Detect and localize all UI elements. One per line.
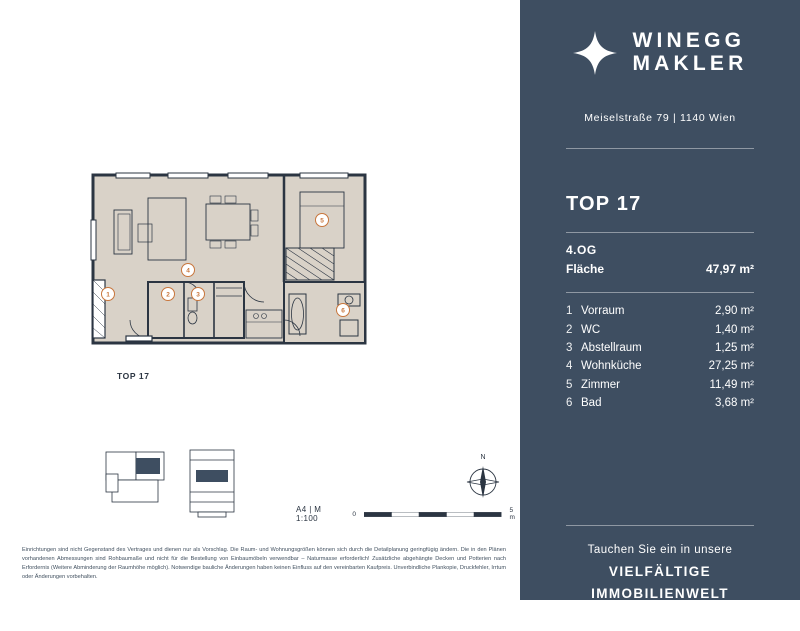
room-name: Vorraum <box>581 305 625 318</box>
room-list <box>566 302 754 412</box>
room-number: 1 <box>566 305 573 318</box>
tagline-big-1: VIELFÄLTIGE <box>608 563 712 579</box>
svg-text:6: 6 <box>341 307 345 315</box>
plan-caption: TOP 17 <box>117 371 150 381</box>
scale-bar-group <box>296 505 520 523</box>
list-item <box>566 302 754 320</box>
room-number: 5 <box>566 378 573 391</box>
tagline-big-2: IMMOBILIENWELT <box>591 586 729 602</box>
scale-start-label: 0 <box>352 510 357 518</box>
tagline-block <box>520 541 800 631</box>
room-number: 2 <box>566 323 573 336</box>
site-plan-mini <box>106 452 164 502</box>
room-number: 6 <box>566 397 573 410</box>
svg-text:1: 1 <box>106 291 110 299</box>
divider-footer <box>566 525 754 526</box>
svg-text:4: 4 <box>186 267 190 275</box>
list-item <box>566 339 754 357</box>
apartment-floorplan <box>88 170 408 385</box>
room-area: 1,25 m² <box>715 341 754 354</box>
building-plan-mini <box>190 450 234 517</box>
property-address: Meiselstraße 79 | 1140 Wien <box>584 112 736 124</box>
room-area: 2,90 m² <box>715 305 754 318</box>
room-area: 3,68 m² <box>715 397 754 410</box>
room-name: Wohnküche <box>581 360 642 373</box>
divider-top <box>566 148 754 149</box>
list-item <box>566 320 754 338</box>
svg-text:5: 5 <box>320 217 324 225</box>
winegg-star-icon <box>572 30 618 76</box>
total-area-row <box>566 262 754 276</box>
info-sidebar <box>520 0 800 627</box>
room-area: 1,40 m² <box>715 323 754 336</box>
scale-label: A4 | M 1:100 <box>296 505 322 523</box>
compass-rose <box>462 450 504 506</box>
room-name: Zimmer <box>581 378 620 391</box>
brand-block <box>520 30 800 76</box>
disclaimer-text: Einrichtungen sind nicht Gegenstand des Vertrages und dienen nur als Vorschlag. Die Raum- und Wohnungsgrößen können sich durch die Detailplanung geringfügig ändern. Die in den Plänen vorhandenen Abmessungen sind Rohbaumaße und nicht für die Bestellung von Einbaumöbeln verwendbar – Naturmasse erforderlich! Zusätzliche abgehängte Decken und Potterien nach Erfordernis (Weitere Abminderung der Raumhöhe möglich). Notwendige bauliche Änderungen haben keinen Einfluss auf den vereinbarten Kaufpreis. Unverbindliche Plankopie, Druckfehler, Irrtum oder Änderungen vorbehalten. <box>22 547 506 581</box>
scale-bar <box>364 512 501 517</box>
room-number: 4 <box>566 360 573 373</box>
list-item <box>566 394 754 412</box>
brand-line-1: WINEGG <box>632 29 746 53</box>
list-item <box>566 376 754 394</box>
room-number: 3 <box>566 341 573 354</box>
floor-label: 4.OG <box>566 243 597 257</box>
divider-bottom <box>566 292 754 293</box>
site-minimaps <box>104 448 264 518</box>
svg-text:2: 2 <box>166 291 170 299</box>
scale-end-label: 5 m <box>509 507 515 521</box>
room-name: Bad <box>581 397 602 410</box>
divider-mid <box>566 232 754 233</box>
unit-title: TOP 17 <box>566 193 642 215</box>
room-area: 27,25 m² <box>708 360 754 373</box>
room-name: Abstellraum <box>581 341 642 354</box>
compass-north-label: N <box>480 454 486 461</box>
website-link[interactable]: WINEGG.AT <box>620 614 700 627</box>
area-label: Fläche <box>566 262 605 276</box>
area-value: 47,97 m² <box>705 262 754 276</box>
list-item <box>566 357 754 375</box>
tagline-line-1: Tauchen Sie ein in unsere <box>587 544 733 556</box>
room-area: 11,49 m² <box>709 378 754 391</box>
svg-text:3: 3 <box>196 291 200 299</box>
brand-line-2: MAKLER <box>632 52 748 75</box>
room-name: WC <box>581 323 601 336</box>
